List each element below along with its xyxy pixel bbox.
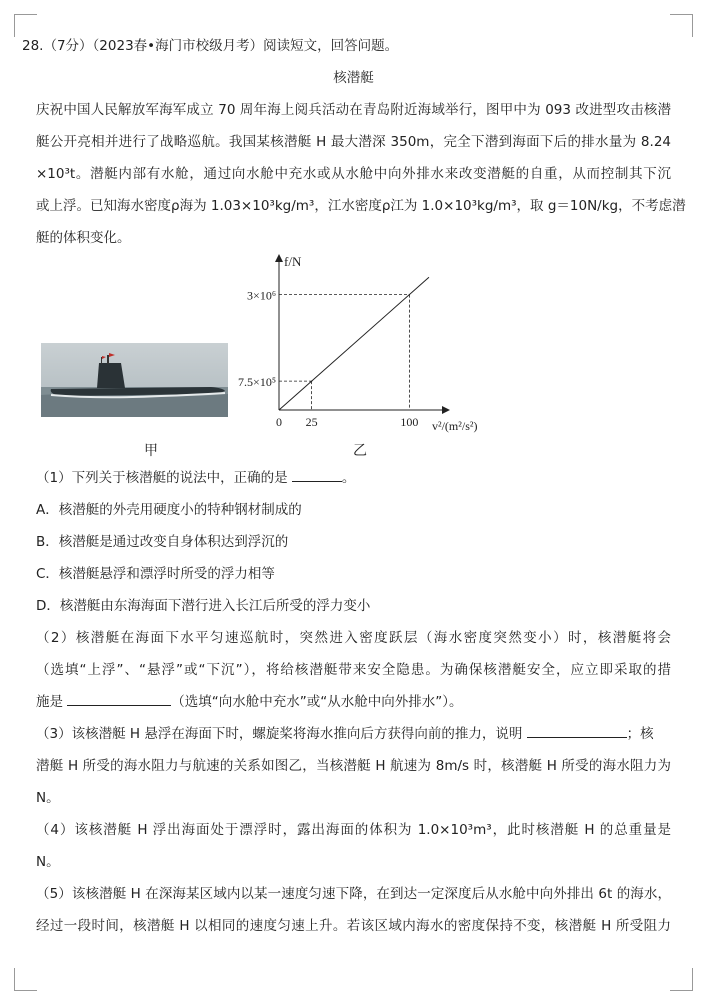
q5-line-1: （5）该核潜艇 H 在深海某区域内以某一速度匀速下降，在到达一定深度后从水舱中向外排出 6t 的海水， [36, 886, 671, 902]
photo-caption: 甲 [144, 443, 158, 459]
graph-caption: 乙 [353, 443, 367, 459]
crop-mark-bottom-left [14, 968, 37, 991]
q1-option-a: A．核潜艇的外壳用硬度小的特种钢材制成的 [36, 502, 302, 518]
x-tick-label: 100 [400, 415, 419, 429]
q2-prompt: 施是 [36, 694, 68, 710]
passage-line-2: 艇公开亮相并进行了战略巡航。我国某核潜艇 H 最大潜深 350m，完全下潜到海面下后的排水量为 8.24 [36, 134, 671, 150]
data-point [409, 294, 410, 295]
q3-tail: ；核 [626, 726, 654, 742]
crop-mark-bottom-right [670, 968, 693, 991]
q2-line-1: （2）核潜艇在海面下水平匀速巡航时，突然进入密度跃层（海水密度突然变小）时，核潜艇将会 [36, 630, 671, 646]
x-axis-arrow [442, 406, 450, 414]
q1-prompt: （1）下列关于核潜艇的说法中，正确的是 [36, 470, 292, 486]
resistance-graph [236, 252, 498, 438]
q3-line-3: N。 [36, 790, 60, 806]
q2-options: （选填“向水舱中充水”或“从水舱中向外排水”）。 [171, 694, 463, 710]
q3-prompt: （3）该核潜艇 H 悬浮在海面下时，螺旋桨将海水推向后方获得向前的推力，说明 [36, 726, 527, 742]
x-axis-label: v²/(m²/s²) [432, 419, 478, 433]
passage-line-4: 或上浮。已知海水密度ρ海为 1.03×10³kg/m³，江水密度ρ江为 1.0×10³kg/m³，取 g＝10N/kg，不考虑潜 [36, 198, 686, 214]
passage-line-1: 庆祝中国人民解放军海军成立 70 周年海上阅兵活动在青岛附近海域举行，图甲中为 093 改进型攻击核潜 [36, 102, 671, 118]
passage-line-5: 艇的体积变化。 [36, 230, 131, 246]
q3-line-2: 潜艇 H 所受的海水阻力与航速的关系如图乙，当核潜艇 H 航速为 8m/s 时，核潜艇 H 所受的海水阻力为 [36, 758, 671, 774]
series-line [279, 277, 429, 410]
y-axis-arrow [275, 254, 283, 262]
q4-line-1: （4）该核潜艇 H 浮出海面处于漂浮时，露出海面的体积为 1.0×10³m³，此时核潜艇 H 的总重量是 [36, 822, 671, 838]
data-point [311, 381, 312, 382]
q1-option-d: D．核潜艇由东海海面下潜行进入长江后所受的浮力变小 [36, 598, 371, 614]
q1-end: 。 [341, 470, 356, 486]
y-tick-label: 7.5×10⁵ [238, 375, 276, 390]
q1-option-c: C．核潜艇悬浮和漂浮时所受的浮力相等 [36, 566, 275, 582]
q2-answer-blank[interactable] [67, 693, 171, 706]
q2-line-3 [36, 690, 671, 710]
passage-title: 核潜艇 [333, 70, 374, 86]
q3-line-1 [36, 722, 671, 742]
q1-answer-blank[interactable] [292, 469, 342, 482]
x-tick-label: 0 [276, 415, 282, 429]
submarine-photo [41, 343, 228, 417]
q3-answer-blank[interactable] [527, 725, 627, 738]
x-tick-label: 25 [305, 415, 318, 429]
y-axis-label: f/N [284, 254, 302, 269]
q5-line-2: 经过一段时间，核潜艇 H 以相同的速度匀速上升。若该区域内海水的密度保持不变，核潜艇 H 所受阻力 [36, 918, 671, 934]
y-tick-label: 3×10⁶ [247, 288, 276, 303]
q4-line-2: N。 [36, 854, 60, 870]
passage-line-3: ×10³t。潜艇内部有水舱，通过向水舱中充水或从水舱中向外排水来改变潜艇的自重，从而控制其下沉 [36, 166, 671, 182]
q1-line [36, 466, 671, 486]
q2-line-2: （选填“上浮”、“悬浮”或“下沉”），将给核潜艇带来安全隐患。为确保核潜艇安全，应立即采取的措 [36, 662, 671, 678]
question-header: 28.（7分）（2023春•海门市校级月考）阅读短文，回答问题。 [22, 38, 399, 54]
crop-mark-top-right [670, 14, 693, 37]
q1-option-b: B．核潜艇是通过改变自身体积达到浮沉的 [36, 534, 289, 550]
